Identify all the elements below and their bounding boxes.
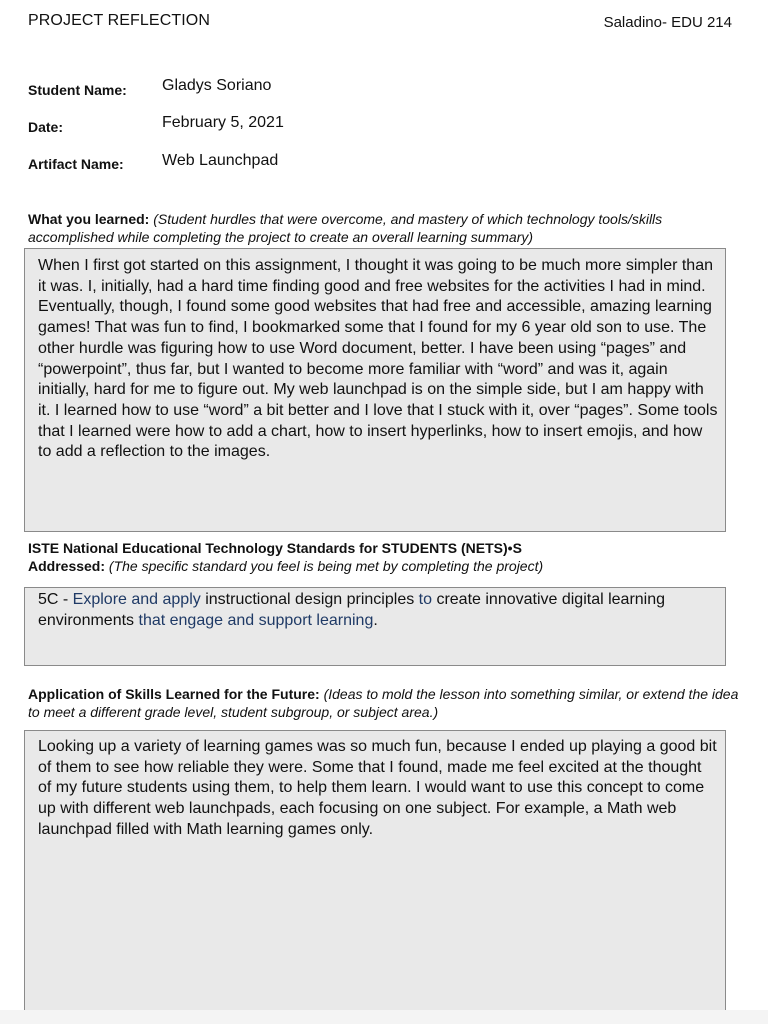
standards-body [38, 590, 718, 631]
learned-heading [28, 210, 740, 246]
standards-prompt: (The specific standard you feel is being met by completing the project) [108, 558, 544, 574]
standard-text-4: create innovative digital learning environments [38, 591, 666, 629]
standards-heading-line2: Addressed: [28, 558, 106, 574]
standard-text-3: to [418, 591, 432, 608]
artifact-name-value: Web Launchpad [162, 152, 279, 169]
standard-text-1: Explore and apply [72, 591, 201, 608]
learned-heading-label: What you learned: [28, 211, 150, 227]
student-name-label: Student Name: [28, 82, 127, 98]
learned-body: When I first got started on this assignment, I thought it was going to be much more simpler than it was. I, initially, had a hard time finding good and free websites for the activities I had in mind. Eventually, though, I found some good websites that had free and accessible, amazing learning games! That was fun to find, I bookmarked some that I found for my 6 year old son to use. The other hurdle was figuring how to use Word document, better. I have been using “pages” and “powerpoint”, thus far, but I wanted to become more familiar with “word” and was it, again initially, hard for me to figure out. My web launchpad is on the simple side, but I am happy with it. I learned how to use “word” a bit better and I love that I stuck with it, over “pages”. Some tools that I learned were how to add a chart, how to insert hyperlinks, how to insert emojis, and how to add a reflection to the images. [38, 257, 718, 461]
document-title: PROJECT REFLECTION [28, 12, 210, 29]
future-heading [28, 685, 740, 721]
page-bottom-edge [0, 1010, 768, 1024]
course-label: Saladino- EDU 214 [603, 14, 732, 31]
date-value: February 5, 2021 [162, 114, 284, 131]
future-prompt: (Ideas to mold the lesson into something similar, or extend the idea to meet a different grade level, student subgroup, or subject area.) [28, 686, 739, 720]
standard-text-6: . [373, 611, 378, 629]
future-body: Looking up a variety of learning games was so much fun, because I ended up playing a good bit of them to see how reliable they were. Some that I found, made me feel excited at the thought of my future students using them, to help them learn. I would want to use this concept to come up with different web launchpads, each focusing on one subject. For example, a Math web launchpad filled with Math learning games only. [38, 738, 717, 838]
student-name-value: Gladys Soriano [162, 77, 272, 94]
artifact-name-label: Artifact Name: [28, 156, 124, 172]
standards-heading [28, 539, 740, 575]
standards-heading-line1: ISTE National Educational Technology Standards for STUDENTS (NETS)•S [28, 540, 522, 556]
learned-prompt: (Student hurdles that were overcome, and mastery of which technology tools/skills accomplished while completing the project to create an overall learning summary) [28, 211, 663, 245]
future-heading-label: Application of Skills Learned for the Future: [28, 686, 320, 702]
standard-text-5: that engage and support learning [138, 611, 374, 629]
date-label: Date: [28, 119, 64, 135]
standard-text-2: instructional design principles [200, 591, 419, 608]
standard-code: 5C - [38, 591, 73, 608]
